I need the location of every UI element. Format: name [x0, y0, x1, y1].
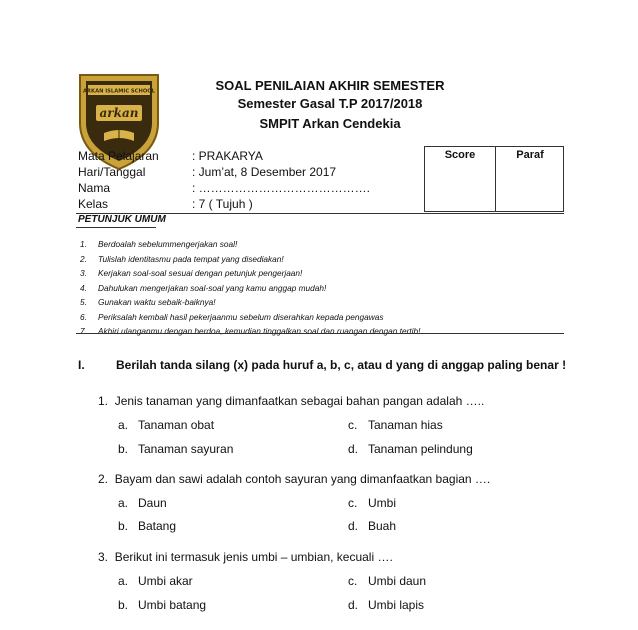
list-text: Berdoalah sebelummengerjakan soal!	[98, 239, 238, 249]
info-value: : Jum’at, 8 Desember 2017	[192, 165, 337, 179]
instructions-heading: PETUNJUK UMUM	[78, 214, 166, 225]
info-label: Mata Pelajaran	[78, 149, 159, 163]
option-key: d.	[348, 442, 359, 456]
title-line-2: Semester Gasal T.P 2017/2018	[237, 96, 423, 111]
list-number: 6.	[80, 311, 87, 322]
option-key: a.	[118, 496, 129, 510]
option-key: a.	[118, 418, 129, 432]
question-3	[98, 550, 393, 564]
info-value: : …………………………………….	[192, 181, 371, 195]
list-text: Dahulukan mengerjakan soal-soal yang kamu anggap mudah!	[98, 282, 327, 293]
option-text: Daun	[138, 496, 167, 510]
section-number: I.	[78, 358, 85, 372]
logo-text: ARKAN ISLAMIC SCHOOL	[83, 88, 155, 95]
instructions-divider	[76, 333, 564, 334]
list-text: Akhiri ulanganmu dengan berdoa, kemudian tinggalkan soal dan ruangan dengan tertib!	[98, 326, 421, 336]
option-text: Tanaman pelindung	[368, 442, 473, 456]
section-instruction: Berilah tanda silang (x) pada huruf a, b, c, atau d yang di anggap paling benar !	[116, 358, 567, 372]
option-key: d.	[348, 598, 359, 612]
list-number: 3.	[80, 268, 87, 278]
info-value: : PRAKARYA	[192, 149, 263, 163]
option-key: b.	[118, 442, 129, 456]
option-key: d.	[348, 519, 359, 533]
score-label: Score	[444, 149, 476, 161]
option-d	[348, 598, 424, 612]
option-b	[118, 519, 176, 533]
question-number: 3.	[98, 550, 109, 564]
question-2	[98, 472, 490, 486]
option-key: b.	[118, 519, 129, 533]
option-a	[118, 496, 167, 510]
option-text: Tanaman hias	[368, 418, 443, 432]
list-text: Tulislah identitasmu pada tempat yang disediakan!	[98, 253, 284, 264]
question-1	[98, 394, 484, 408]
option-key: c.	[348, 418, 358, 432]
option-d	[348, 442, 473, 456]
option-text: Buah	[368, 519, 397, 533]
option-key: a.	[118, 574, 129, 588]
instructions-heading-underline	[76, 227, 156, 228]
info-label: Hari/Tanggal	[78, 165, 146, 179]
option-key: c.	[348, 574, 358, 588]
score-box	[424, 146, 564, 212]
option-a	[118, 418, 214, 432]
list-text: Kerjakan soal-soal sesuai dengan petunjuk pengerjaan!	[98, 268, 303, 278]
list-number: 1.	[80, 239, 87, 249]
option-c	[348, 496, 396, 510]
option-key: c.	[348, 496, 358, 510]
list-text: Periksalah kembali hasil pekerjaanmu sebelum diserahkan kepada pengawas	[98, 311, 384, 322]
question-number: 1.	[98, 394, 109, 408]
title-line-1: SOAL PENILAIAN AKHIR SEMESTER	[215, 78, 445, 93]
option-text: Umbi batang	[138, 598, 207, 612]
option-c	[348, 418, 443, 432]
list-number: 7.	[80, 326, 87, 336]
list-text: Gunakan waktu sebaik-baiknya!	[98, 297, 216, 307]
option-text: Umbi daun	[368, 574, 427, 588]
title-line-3: SMPIT Arkan Cendekia	[259, 116, 401, 131]
list-number: 5.	[80, 297, 87, 307]
option-text: Umbi lapis	[368, 598, 425, 612]
logo-word: arkan	[99, 106, 139, 120]
info-label: Kelas	[78, 197, 109, 211]
question-text: Berikut ini termasuk jenis umbi – umbian, kecuali ….	[114, 550, 393, 564]
list-number: 2.	[80, 253, 87, 264]
option-text: Batang	[138, 519, 177, 533]
option-b	[118, 442, 233, 456]
option-text: Tanaman obat	[138, 418, 215, 432]
option-text: Tanaman sayuran	[138, 442, 234, 456]
option-b	[118, 598, 206, 612]
option-text: Umbi akar	[138, 574, 193, 588]
question-text: Jenis tanaman yang dimanfaatkan sebagai bahan pangan adalah …..	[114, 394, 485, 408]
paraf-label: Paraf	[516, 149, 544, 161]
question-text: Bayam dan sawi adalah contoh sayuran yang dimanfaatkan bagian ….	[114, 472, 491, 486]
option-c	[348, 574, 426, 588]
option-a	[118, 574, 193, 588]
option-d	[348, 519, 396, 533]
info-value: : 7 ( Tujuh )	[192, 197, 253, 211]
question-number: 2.	[98, 472, 109, 486]
option-key: b.	[118, 598, 129, 612]
list-number: 4.	[80, 282, 87, 293]
option-text: Umbi	[368, 496, 397, 510]
info-label: Nama	[78, 181, 111, 195]
